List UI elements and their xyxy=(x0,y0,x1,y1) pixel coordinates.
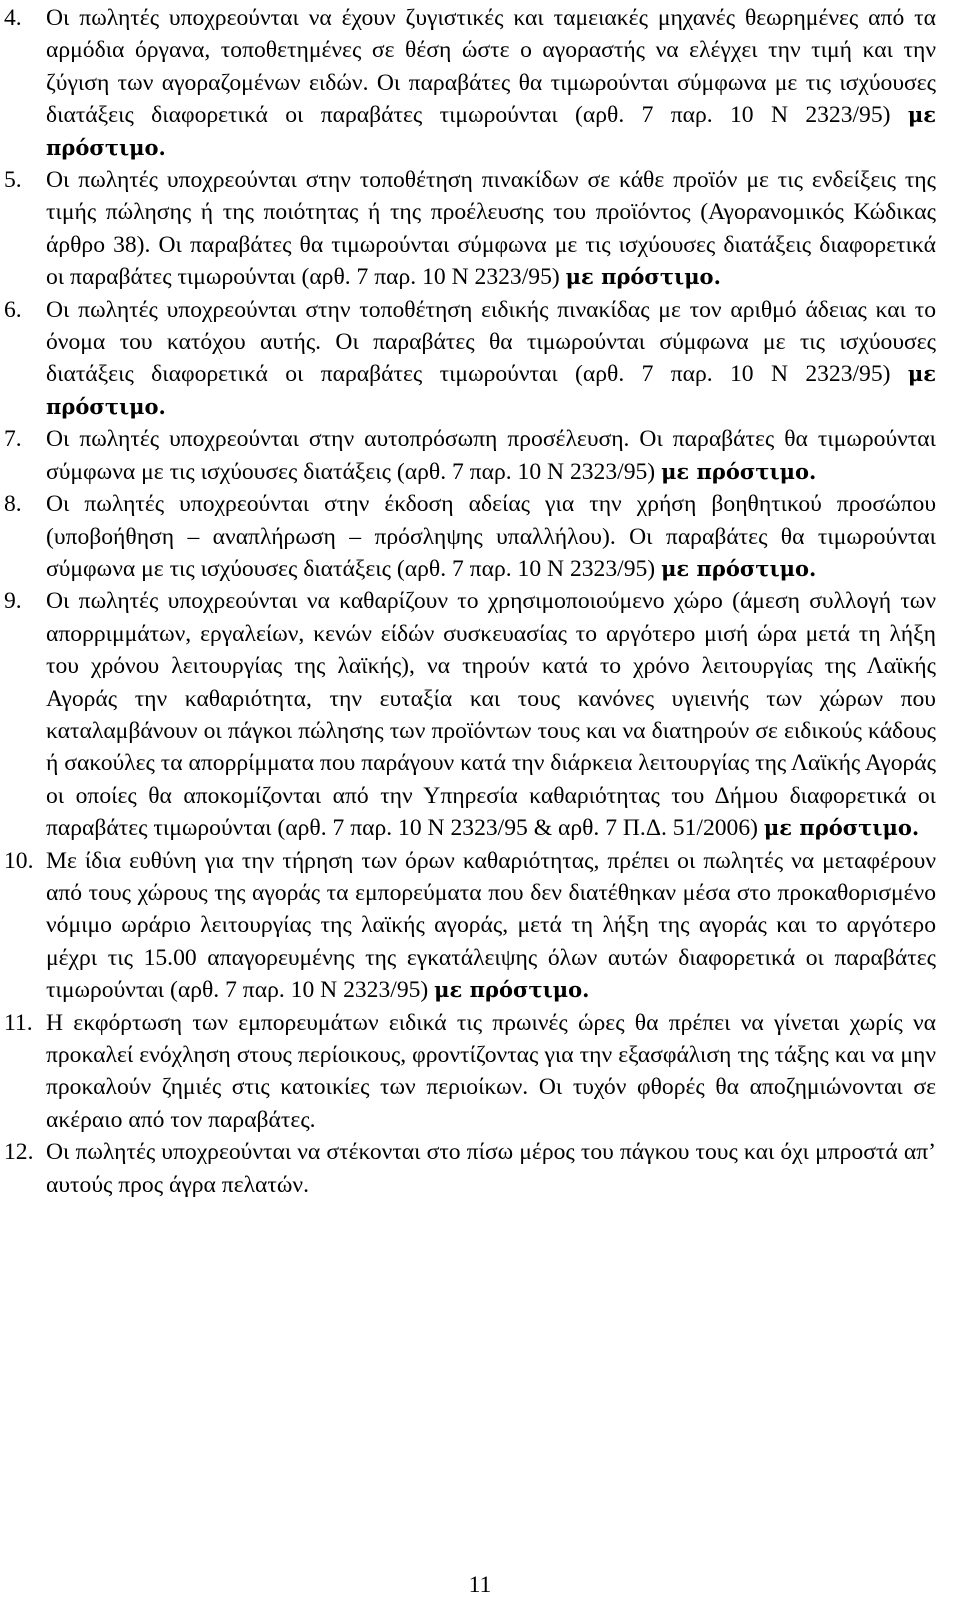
rule-item xyxy=(4,294,936,424)
rule-text: Οι πωλητές υποχρεούνται να καθαρίζουν το χρησιμοποιούμενο χώρο (άμεση συλλογή των απορριμμάτων, εργαλείων, κενών είδών συσκευασίας το αργότερο μισή ώρα μετά τη λήξη του χρόνου λειτουργίας της λαϊκής), να τηρούν κατά το χρόνο λειτουργίας της Λαϊκής Αγοράς την καθαριότητα, την ευταξία και τους κανόνες υγιεινής των χώρων που καταλαμβάνουν οι πάγκοι πώλησης των προϊόντων τους και να διατηρούν σε ειδικούς κάδους ή σακούλες τα απορρίμματα που παράγουν κατά την διάρκεια λειτουργίας της Λαϊκής Αγοράς οι οποίες θα αποκομίζονται από την Υπηρεσία καθαριότητας του Δήμου διαφορετικά οι παραβάτες τιμωρούνται (αρθ. 7 παρ. 10 Ν 2323/95 & αρθ. 7 Π.Δ. 51/2006) xyxy=(46,588,936,842)
rule-item xyxy=(4,488,936,585)
rule-penalty: με πρόστιμο. xyxy=(434,977,590,1003)
rule-text: Οι πωλητές υποχρεούνται στην τοποθέτηση ειδικής πινακίδας με τον αριθμό άδειας και το όνομα του κατόχου αυτής. Οι παραβάτες θα τιμωρούνται σύμφωνα με τις ισχύουσες διατάξεις διαφορετικά οι παραβάτες τιμωρούνται (αρθ. 7 παρ. 10 Ν 2323/95) xyxy=(46,296,936,388)
rule-item xyxy=(4,1007,936,1137)
rule-text: Οι πωλητές υποχρεούνται να στέκονται στο πίσω μέρος του πάγκου τους και όχι μπροστά απ’ αυτούς προς άγρα πελατών. xyxy=(46,1139,936,1198)
rule-number: 7. xyxy=(4,426,22,453)
rule-penalty: με πρόστιμο. xyxy=(46,102,936,160)
rule-text: Οι πωλητές υποχρεούνται να έχουν ζυγιστικές και ταμειακές μηχανές θεωρημένες από τα αρμόδια όργανα, τοποθετημένες σε θέση ώστε ο αγοραστής να ελέγχει την τιμή και την ζύγιση των αγοραζομένων ειδών. Οι παραβάτες θα τιμωρούνται σύμφωνα με τις ισχύουσες διατάξεις διαφορετικά οι παραβάτες τιμωρούνται (αρθ. 7 παρ. 10 Ν 2323/95) xyxy=(46,5,936,129)
rule-number: 10. xyxy=(4,847,34,874)
rule-item xyxy=(4,845,936,1007)
rule-text: Η εκφόρτωση των εμπορευμάτων ειδικά τις πρωινές ώρες θα πρέπει να γίνεται χωρίς να προκαλεί ενόχληση στους περίοικους, φροντίζοντας για την εξασφάλιση της τάξης και να μην προκαλούν ζημιές στις κατοικίες των περιοίκων. Οι τυχόν φθορές θα αποζημιώνονται σε ακέραιο από τον παραβάτες. xyxy=(46,1009,936,1133)
rule-penalty: με πρόστιμο. xyxy=(763,815,920,841)
rule-number: 4. xyxy=(4,5,22,31)
rule-penalty: με πρόστιμο. xyxy=(46,361,936,419)
rule-number: 11. xyxy=(4,1009,33,1036)
rule-number: 6. xyxy=(4,296,22,323)
rule-text: Οι πωλητές υποχρεούνται στην αυτοπρόσωπη προσέλευση. Οι παραβάτες θα τιμωρούνται σύμφωνα με τις ισχύουσες διατάξεις (αρθ. 7 παρ. 10 Ν 2323/95) xyxy=(46,426,936,485)
rule-item xyxy=(4,1136,936,1201)
rule-number: 8. xyxy=(4,491,22,518)
rule-number: 9. xyxy=(4,588,22,615)
rule-item xyxy=(4,423,936,488)
rule-penalty: με πρόστιμο. xyxy=(661,458,817,484)
rule-item xyxy=(4,585,936,844)
rule-penalty: με πρόστιμο. xyxy=(661,555,817,581)
rules-list xyxy=(4,0,936,1201)
rule-penalty: με πρόστιμο. xyxy=(565,264,721,290)
rule-text: Οι πωλητές υποχρεούνται στην τοποθέτηση πινακίδων σε κάθε προϊόν με τις ενδείξεις της τιμής πώλησης ή της ποιότητας ή της προέλευσης του προϊόντος (Αγορανομικός Κώδικας άρθρο 38). Οι παραβάτες θα τιμωρούνται σύμφωνα με τις ισχύουσες διατάξεις διαφορετικά οι παραβάτες τιμωρούνται (αρθ. 7 παρ. 10 Ν 2323/95) xyxy=(46,167,936,291)
rule-number: 5. xyxy=(4,167,22,194)
rule-number: 12. xyxy=(4,1139,34,1166)
rule-item xyxy=(4,2,936,164)
rule-item xyxy=(4,164,936,294)
rule-text: Οι πωλητές υποχρεούνται στην έκδοση αδείας για την χρήση βοηθητικού προσώπου (υποβοήθηση – αναπλήρωση – πρόσληψης υπαλλήλου). Οι παραβάτες θα τιμωρούνται σύμφωνα με τις ισχύουσες διατάξεις (αρθ. 7 παρ. 10 Ν 2323/95) xyxy=(46,491,936,582)
page-number: 11 xyxy=(468,1572,492,1598)
rule-text: Με ίδια ευθύνη για την τήρηση των όρων καθαριότητας, πρέπει οι πωλητές να μεταφέρουν από τους χώρους της αγοράς τα εμπορεύματα που δεν διατέθηκαν μέσα στο προκαθορισμένο νόμιμο ωράριο λειτουργίας της λαϊκής αγοράς, μετά τη λήξη της αγοράς και το αργότερο μέχρι τις 15.00 απαγορευμένης της εγκατάλειψης όλων αυτών διαφορετικά οι παραβάτες τιμωρούνται (αρθ. 7 παρ. 10 Ν 2323/95) xyxy=(46,847,936,1004)
